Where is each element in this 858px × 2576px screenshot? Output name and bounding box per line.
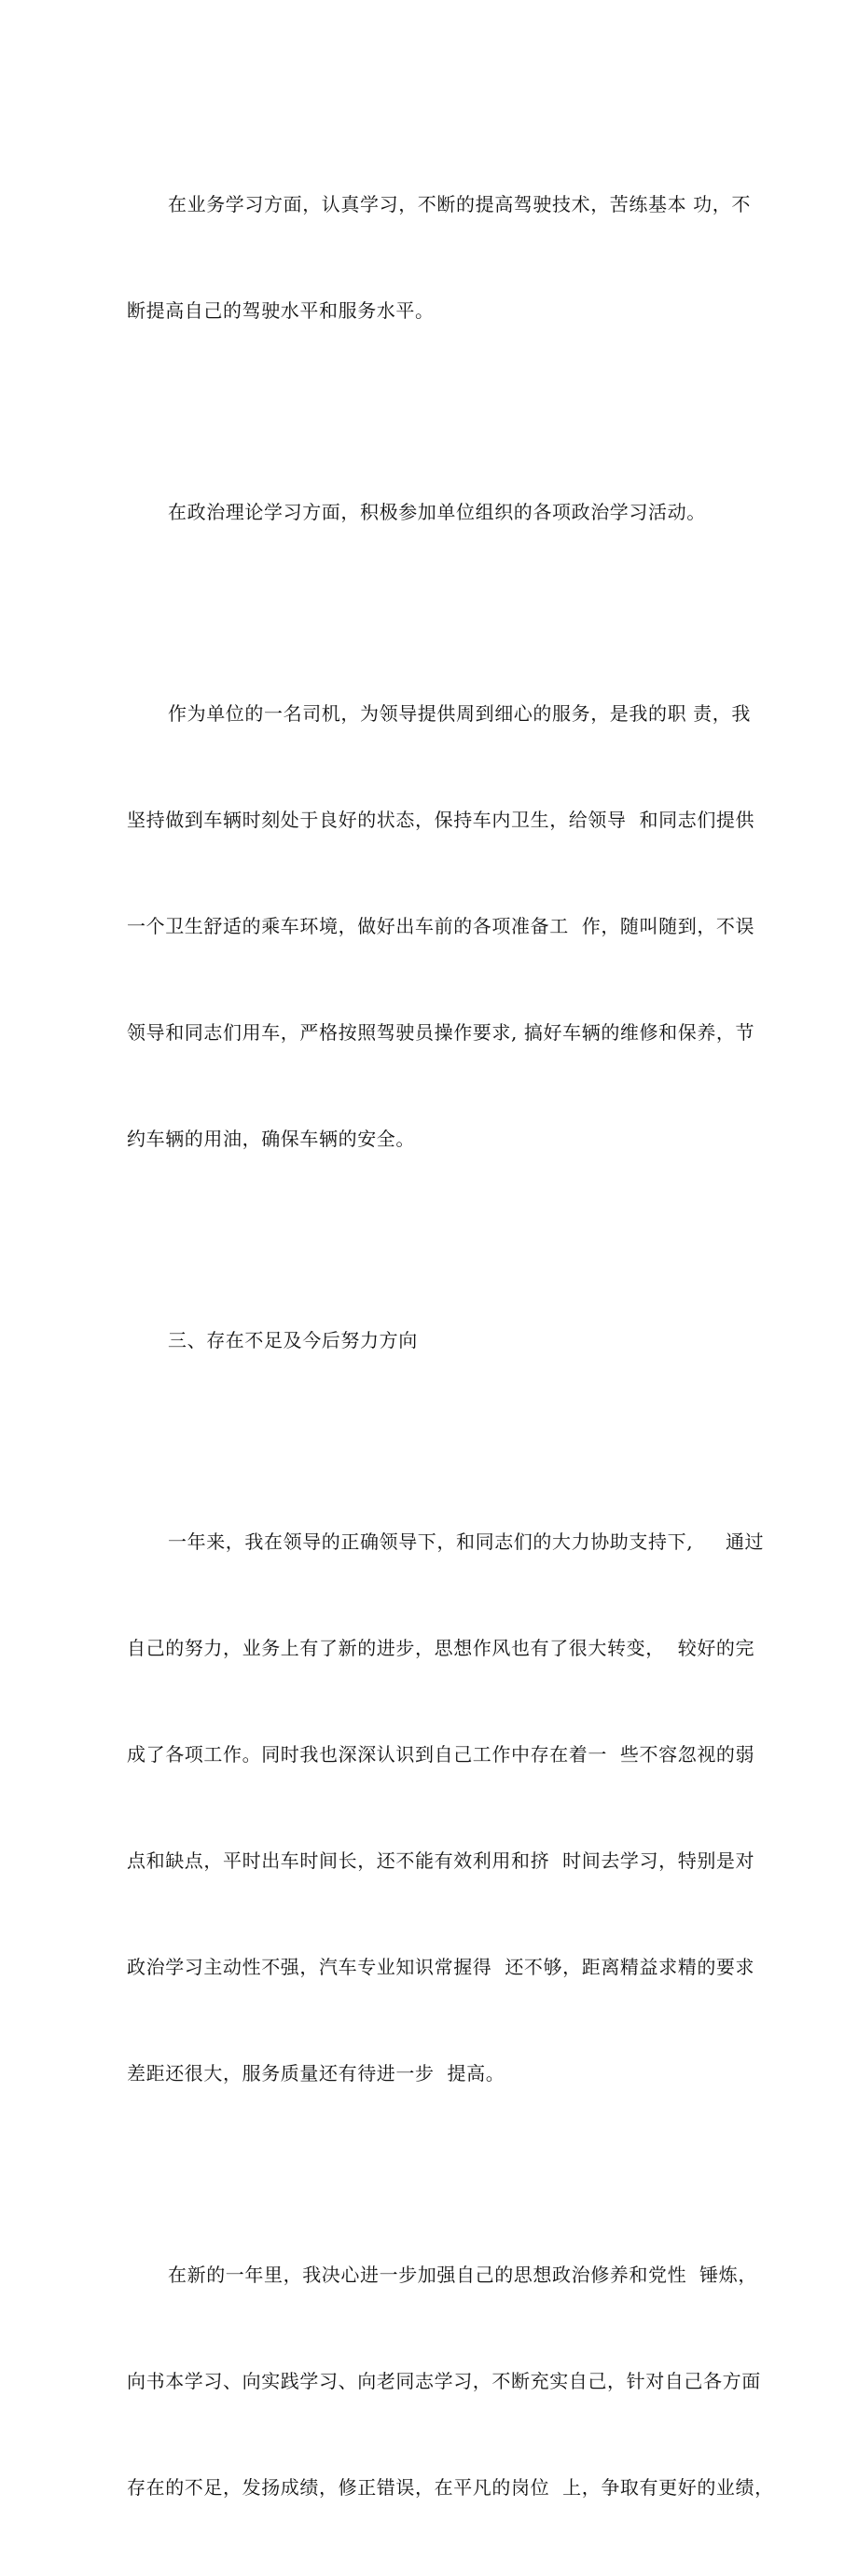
text-line: 成了各项工作。同时我也深深认识到自己工作中存在着一 些不容忽视的弱 bbox=[127, 1743, 755, 1766]
text-line: 一个卫生舒适的乘车环境，做好出车前的各项准备工 作，随叫随到，不误 bbox=[127, 915, 755, 937]
text-line: 作为单位的一名司机，为领导提供周到细心的服务，是我的职 责，我 bbox=[168, 702, 751, 725]
document-body bbox=[127, 116, 774, 2576]
text-line: 存在的不足，发扬成绩，修正错误，在平凡的岗位 上，争取有更好的业绩， bbox=[127, 2476, 774, 2499]
text-line: 领导和同志们用车，严格按照驾驶员操作要求, 搞好车辆的维修和保养，节 bbox=[127, 1021, 755, 1044]
text-line: 向书本学习、向实践学习、向老同志学习，不断充实自己，针对自己各方面 bbox=[127, 2370, 761, 2392]
text-line: 在新的一年里，我决心进一步加强自己的思想政治修养和党性 锤炼， bbox=[168, 2264, 757, 2286]
text-line: 断提高自己的驾驶水平和服务水平。 bbox=[127, 299, 435, 322]
text-line: 点和缺点，平时出车时间长，还不能有效利用和挤 时间去学习，特别是对 bbox=[127, 1849, 755, 1872]
text-line: 在业务学习方面，认真学习，不断的提高驾驶技术，苦练基本 功，不 bbox=[168, 193, 751, 215]
section-heading-text: 三、存在不足及今后努力方向 bbox=[168, 1329, 418, 1351]
paragraph-political-study bbox=[127, 423, 742, 601]
section-heading bbox=[127, 1252, 742, 1429]
text-line: 在政治理论学习方面，积极参加单位组织的各项政治学习活动。 bbox=[168, 501, 706, 523]
paragraph-new-year-plan bbox=[127, 2186, 774, 2576]
paragraph-driver-duties bbox=[127, 625, 755, 1227]
text-line: 差距还很大，服务质量还有待进一步 提高。 bbox=[127, 2062, 505, 2084]
paragraph-business-study bbox=[127, 116, 751, 399]
text-line: 坚持做到车辆时刻处于良好的状态，保持车内卫生，给领导 和同志们提供 bbox=[127, 809, 755, 831]
text-line: 自己的努力，业务上有了新的进步，思想作风也有了很大转变， 较好的完 bbox=[127, 1637, 755, 1659]
text-line: 约车辆的用油，确保车辆的安全。 bbox=[127, 1128, 415, 1150]
text-line: 一年来，我在领导的正确领导下，和同志们的大力协助支持下, 通过 bbox=[168, 1530, 765, 1553]
text-line: 政治学习主动性不强，汽车专业知识常握得 还不够，距离精益求精的要求 bbox=[127, 1956, 755, 1978]
paragraph-year-review bbox=[127, 1453, 765, 2162]
